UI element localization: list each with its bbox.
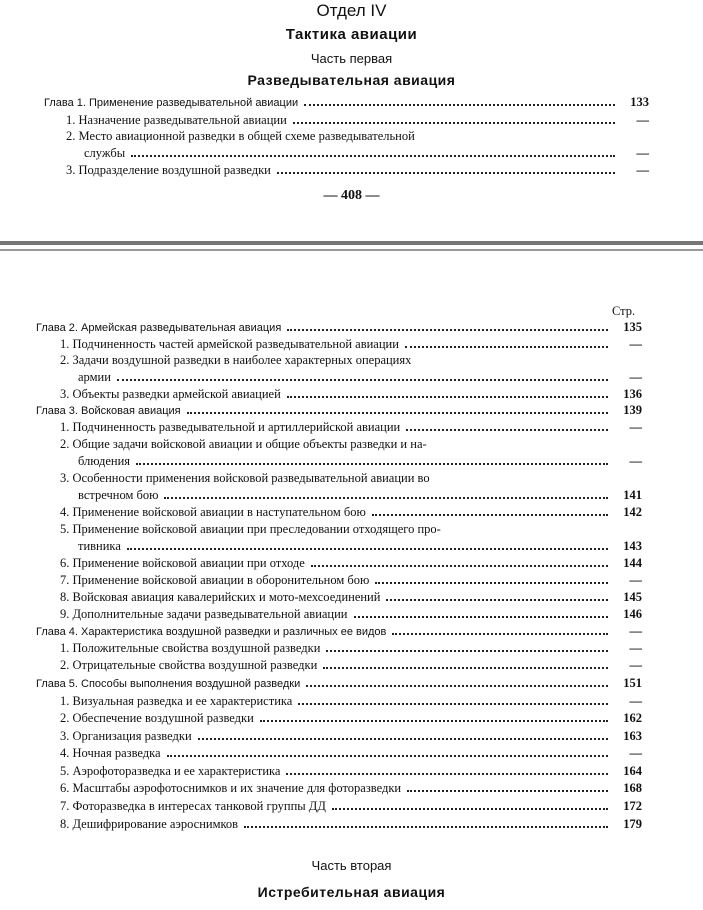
toc-entry-page: 139 <box>623 403 642 417</box>
toc-entry-text: 3. Подразделение воздушной разведки <box>66 163 271 177</box>
toc-entry-page: — <box>629 624 642 638</box>
dot-leader <box>386 599 608 601</box>
toc-entry-page: 151 <box>623 676 642 690</box>
toc-entry <box>60 694 642 708</box>
toc-entry <box>60 781 642 795</box>
dot-leader <box>375 582 608 584</box>
toc-entry <box>60 746 642 760</box>
dot-leader <box>287 396 608 398</box>
toc-entry-page: — <box>629 746 642 760</box>
toc-entry-text: 7. Применение войсковой авиации в оборонительном бою <box>60 573 370 587</box>
toc-entry-text: 2. Общие задачи войсковой авиации и общие объекты разведки и на- <box>60 437 427 451</box>
toc-entry-text: 7. Фоторазведка в интересах танковой группы ДД <box>60 799 326 813</box>
toc-entry-text: 1. Подчиненность частей армейской разведывательной авиации <box>60 337 399 351</box>
toc-entry <box>60 641 642 655</box>
toc-entry-page: 133 <box>630 95 649 109</box>
dot-leader <box>117 379 608 381</box>
toc-entry-page: 136 <box>623 387 642 401</box>
toc-entry <box>78 370 642 384</box>
toc-entry-text: 8. Дешифрирование аэроснимков <box>60 817 239 831</box>
toc-entry-text: Глава 2. Армейская разведывательная авиация <box>36 322 282 334</box>
toc-entry-page: — <box>629 454 642 468</box>
dot-leader <box>164 497 608 499</box>
toc-entry-text: 4. Ночная разведка <box>60 746 161 760</box>
dot-leader <box>392 633 608 635</box>
toc-entry-text: 3. Особенности применения войсковой разведывательной авиации во <box>60 471 430 485</box>
page-divider <box>0 249 703 251</box>
toc-entry-page: — <box>636 113 649 127</box>
toc-entry <box>60 556 642 570</box>
toc-entry <box>60 817 642 831</box>
toc-entry-text: встречном бою <box>78 488 159 502</box>
dot-leader <box>286 773 608 775</box>
toc-entry-page: 172 <box>623 799 642 813</box>
toc-entry-text: 3. Объекты разведки армейской авиацией <box>60 387 281 401</box>
toc-entry-page: 142 <box>623 505 642 519</box>
toc-entry-text: блюдения <box>78 454 131 468</box>
toc-entry-page: — <box>629 694 642 708</box>
toc-entry-text: 1. Подчиненность разведывательной и артиллерийской авиации <box>60 420 401 434</box>
part-title: Разведывательная авиация <box>247 72 456 88</box>
section-heading: Отдел IV <box>316 1 387 20</box>
toc-entry <box>78 488 642 502</box>
toc-entry <box>78 539 642 553</box>
toc-entry <box>60 337 642 351</box>
dot-leader <box>372 514 608 516</box>
dot-leader <box>198 738 608 740</box>
toc-entry-text: Глава 1. Применение разведывательной авиации <box>44 97 299 109</box>
toc-entry <box>78 454 642 468</box>
toc-entry <box>60 658 642 672</box>
toc-entry-page: 168 <box>623 781 642 795</box>
toc-entry <box>60 764 642 778</box>
part-heading: Часть первая <box>310 51 393 66</box>
part-heading: Часть вторая <box>311 858 392 873</box>
toc-entry-page: — <box>629 420 642 434</box>
toc-entry-text: 6. Масштабы аэрофотоснимков и их значение для фоторазведки <box>60 781 402 795</box>
toc-entry <box>66 163 649 177</box>
section-title: Тактика авиации <box>285 26 418 43</box>
dot-leader <box>293 122 615 124</box>
dot-leader <box>405 346 608 348</box>
toc-entry-page: — <box>629 337 642 351</box>
toc-entry-page: 145 <box>623 590 642 604</box>
toc-entry-text: 1. Положительные свойства воздушной разведки <box>60 641 321 655</box>
toc-entry-text: 9. Дополнительные задачи разведывательной авиации <box>60 607 348 621</box>
toc-entry-text: Глава 4. Характеристика воздушной разведки и различных ее видов <box>36 626 387 638</box>
page-column-header: Стр. <box>612 304 636 318</box>
toc-entry <box>60 590 642 604</box>
toc-entry-text: тивника <box>78 539 121 553</box>
toc-entry-page: — <box>636 163 649 177</box>
page-number: — 408 — <box>323 188 380 203</box>
toc-entry-page: 164 <box>623 764 642 778</box>
toc-entry-text: 8. Войсковая авиация кавалерийских и мото-мехсоединений <box>60 590 381 604</box>
toc-entry <box>36 676 642 691</box>
toc-entry-text: 3. Организация разведки <box>60 729 192 743</box>
dot-leader <box>406 429 608 431</box>
toc-entry-page: 135 <box>623 320 642 334</box>
toc-entry-text: 6. Применение войсковой авиации при отходе <box>60 556 305 570</box>
toc-entry <box>60 799 642 813</box>
toc-entry <box>60 420 642 434</box>
dot-leader <box>260 720 608 722</box>
toc-entry-page: 179 <box>623 817 642 831</box>
dot-leader <box>244 826 608 828</box>
dot-leader <box>304 104 615 106</box>
toc-entry-page: — <box>636 146 649 160</box>
dot-leader <box>298 703 608 705</box>
dot-leader <box>131 155 615 157</box>
toc-entry-text: 5. Аэрофоторазведка и ее характеристика <box>60 764 281 778</box>
dot-leader <box>187 412 608 414</box>
toc-entry-text: 1. Визуальная разведка и ее характеристика <box>60 694 293 708</box>
toc-entry <box>60 607 642 621</box>
toc-entry-page: — <box>629 573 642 587</box>
toc-entry <box>44 95 649 110</box>
toc-entry-text: 5. Применение войсковой авиации при преследовании отходящего про- <box>60 522 441 536</box>
dot-leader <box>326 650 608 652</box>
toc-entry-page: 143 <box>623 539 642 553</box>
dot-leader <box>332 808 608 810</box>
toc-entry <box>84 146 649 160</box>
dot-leader <box>136 463 608 465</box>
toc-entry-text: армии <box>78 370 111 384</box>
toc-entry-text: 2. Отрицательные свойства воздушной разведки <box>60 658 318 672</box>
toc-entry-text: 1. Назначение разведывательной авиации <box>66 113 287 127</box>
dot-leader <box>311 565 608 567</box>
toc-entry <box>66 113 649 127</box>
dot-leader <box>287 329 608 331</box>
part-title: Истребительная авиация <box>257 884 446 900</box>
dot-leader <box>323 667 608 669</box>
toc-entry <box>60 505 642 519</box>
toc-entry-page: 146 <box>623 607 642 621</box>
toc-entry-text: 2. Обеспечение воздушной разведки <box>60 711 254 725</box>
toc-entry-text: 2. Задачи воздушной разведки в наиболее характерных операциях <box>60 353 412 367</box>
toc-entry <box>60 573 642 587</box>
toc-entry <box>36 403 642 418</box>
toc-entry <box>60 711 642 725</box>
page-divider <box>0 241 703 245</box>
toc-entry-page: 141 <box>623 488 642 502</box>
dot-leader <box>407 790 608 792</box>
toc-entry-page: — <box>629 370 642 384</box>
toc-entry-page: 162 <box>623 711 642 725</box>
toc-entry <box>60 729 642 743</box>
toc-entry-text: 4. Применение войсковой авиации в наступательном бою <box>60 505 366 519</box>
dot-leader <box>306 685 608 687</box>
toc-entry-page: — <box>629 658 642 672</box>
toc-entry-page: 163 <box>623 729 642 743</box>
toc-entry <box>36 320 642 335</box>
dot-leader <box>277 172 615 174</box>
dot-leader <box>167 755 608 757</box>
dot-leader <box>127 548 608 550</box>
toc-entry-text: Глава 3. Войсковая авиация <box>36 405 181 417</box>
dot-leader <box>354 616 609 618</box>
toc-entry-page: 144 <box>623 556 642 570</box>
toc-entry <box>60 387 642 401</box>
toc-entry-page: — <box>629 641 642 655</box>
toc-entry-text: 2. Место авиационной разведки в общей схеме разведывательной <box>66 129 415 143</box>
toc-entry-text: службы <box>84 146 126 160</box>
toc-entry-text: Глава 5. Способы выполнения воздушной разведки <box>36 678 301 690</box>
toc-entry <box>36 624 642 639</box>
